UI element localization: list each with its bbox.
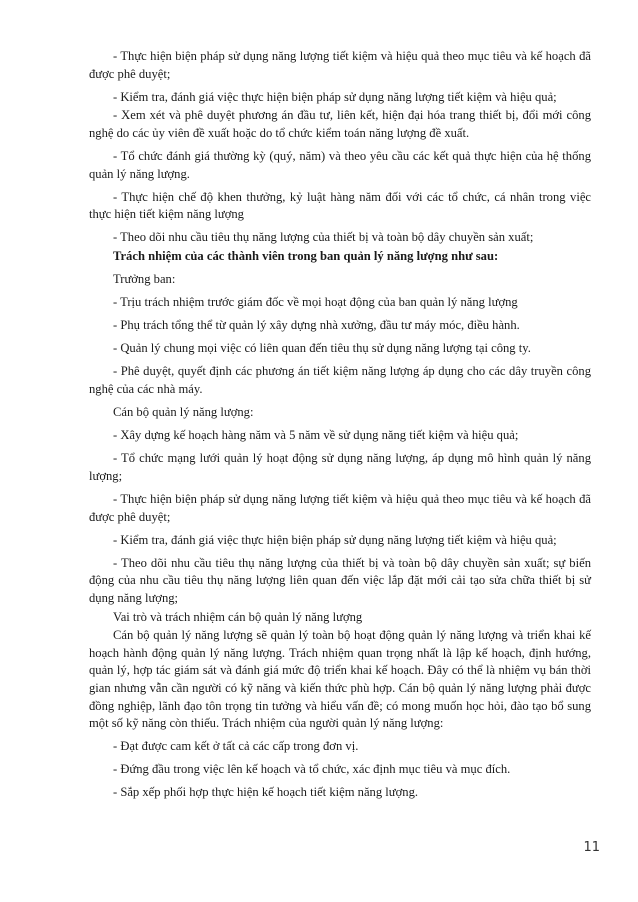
page-number: 11	[583, 840, 600, 855]
paragraph-4: - Tổ chức đánh giá thường kỳ (quý, năm) và theo yêu cầu các kết quả thực hiện của hệ thống quản lý năng lượng.	[89, 148, 591, 181]
paragraph-14: - Xây dựng kế hoạch hàng năm và 5 năm về sử dụng năng tiết kiệm và hiệu quả;	[113, 428, 519, 443]
paragraph-16: - Thực hiện biện pháp sử dụng năng lượng tiết kiệm và hiệu quả theo mục tiêu và kế hoạch đã được phê duyệt;	[89, 491, 591, 524]
paragraph-23: - Sắp xếp phối hợp thực hiện kế hoạch tiết kiệm năng lượng.	[113, 785, 419, 800]
paragraph-6: - Theo dõi nhu cầu tiêu thụ năng lượng của thiết bị và toàn bộ dây chuyền sản xuất;	[113, 230, 534, 245]
paragraph-2: - Kiểm tra, đánh giá việc thực hiện biện pháp sử dụng năng lượng tiết kiệm và hiệu quả;	[113, 89, 557, 104]
paragraph-18: - Theo dõi nhu cầu tiêu thụ năng lượng của thiết bị và toàn bộ dây chuyền sản xuất; sự biến động của nhu cầu tiêu thụ năng lượng liên quan đến việc lắp đặt mới cải tạo sửa chữa thiết bị sử dụng năng lượng;	[89, 555, 591, 605]
subheading-head-of-board: Trưởng ban:	[113, 272, 176, 287]
paragraph-17: - Kiểm tra, đánh giá việc thực hiện biện pháp sử dụng năng lượng tiết kiệm và hiệu quả;	[113, 532, 557, 547]
paragraph-20: Cán bộ quản lý năng lượng sẽ quản lý toàn bộ hoạt động quản lý năng lượng và triển khai kế hoạch hành động quản lý năng lượng. Trách nhiệm quan trọng nhất là lập kế hoạch, định hướng, quản lý, hợp tác giám sát và đánh giá mức độ triển khai kế hoạch. Đây có thể là nhiệm vụ bán thời gian nhưng vẫn cần người có kỹ năng và kiến thức phù hợp. Cán bộ quản lý năng lượng phải được đồng nghiệp, lãnh đạo tôn trọng tin tưởng và hiểu vấn đề; có mong muốn học hỏi, đào tạo bổ sung một số kỹ năng còn thiếu. Trách nhiệm của người quản lý năng lượng:	[89, 628, 591, 731]
paragraph-22: - Đứng đầu trong việc lên kế hoạch và tổ chức, xác định mục tiêu và mục đích.	[113, 762, 511, 777]
paragraph-12: - Phê duyệt, quyết định các phương án tiết kiệm năng lượng áp dụng cho các dây truyền công nghệ của các nhà máy.	[89, 364, 591, 396]
document-page	[89, 48, 591, 802]
paragraph-10: - Phụ trách tổng thể từ quản lý xây dựng nhà xưởng, đầu tư máy móc, điều hành.	[113, 318, 520, 333]
paragraph-15: - Tổ chức mạng lưới quản lý hoạt động sử dụng năng lượng, áp dụng mô hình quản lý năng lượng;	[89, 451, 591, 483]
paragraph-11: - Quản lý chung mọi việc có liên quan đến tiêu thụ sử dụng năng lượng tại công ty.	[113, 341, 531, 356]
subheading-role-responsibility: Vai trò và trách nhiệm cán bộ quản lý năng lượng	[113, 609, 363, 624]
paragraph-9: - Trịu trách nhiệm trước giám đốc về mọi hoạt động của ban quản lý năng lượng	[113, 295, 518, 310]
paragraph-3: - Xem xét và phê duyệt phương án đầu tư, liên kết, hiện đại hóa trang thiết bị, đổi mới công nghệ do các ủy viên đề xuất hoặc do tổ chức kiểm toán năng lượng đề xuất.	[89, 108, 591, 140]
subheading-energy-manager: Cán bộ quản lý năng lượng:	[113, 405, 254, 420]
paragraph-1: - Thực hiện biện pháp sử dụng năng lượng tiết kiệm và hiệu quả theo mục tiêu và kế hoạch đã được phê duyệt;	[89, 49, 591, 81]
paragraph-5: - Thực hiện chế độ khen thưởng, kỷ luật hàng năm đối với các tổ chức, cá nhân trong việc thực hiện tiết kiệm năng lượng	[89, 189, 591, 222]
section-heading-responsibilities: Trách nhiệm của các thành viên trong ban quản lý năng lượng như sau:	[113, 248, 499, 263]
paragraph-21: - Đạt được cam kết ở tất cả các cấp trong đơn vị.	[113, 739, 359, 754]
